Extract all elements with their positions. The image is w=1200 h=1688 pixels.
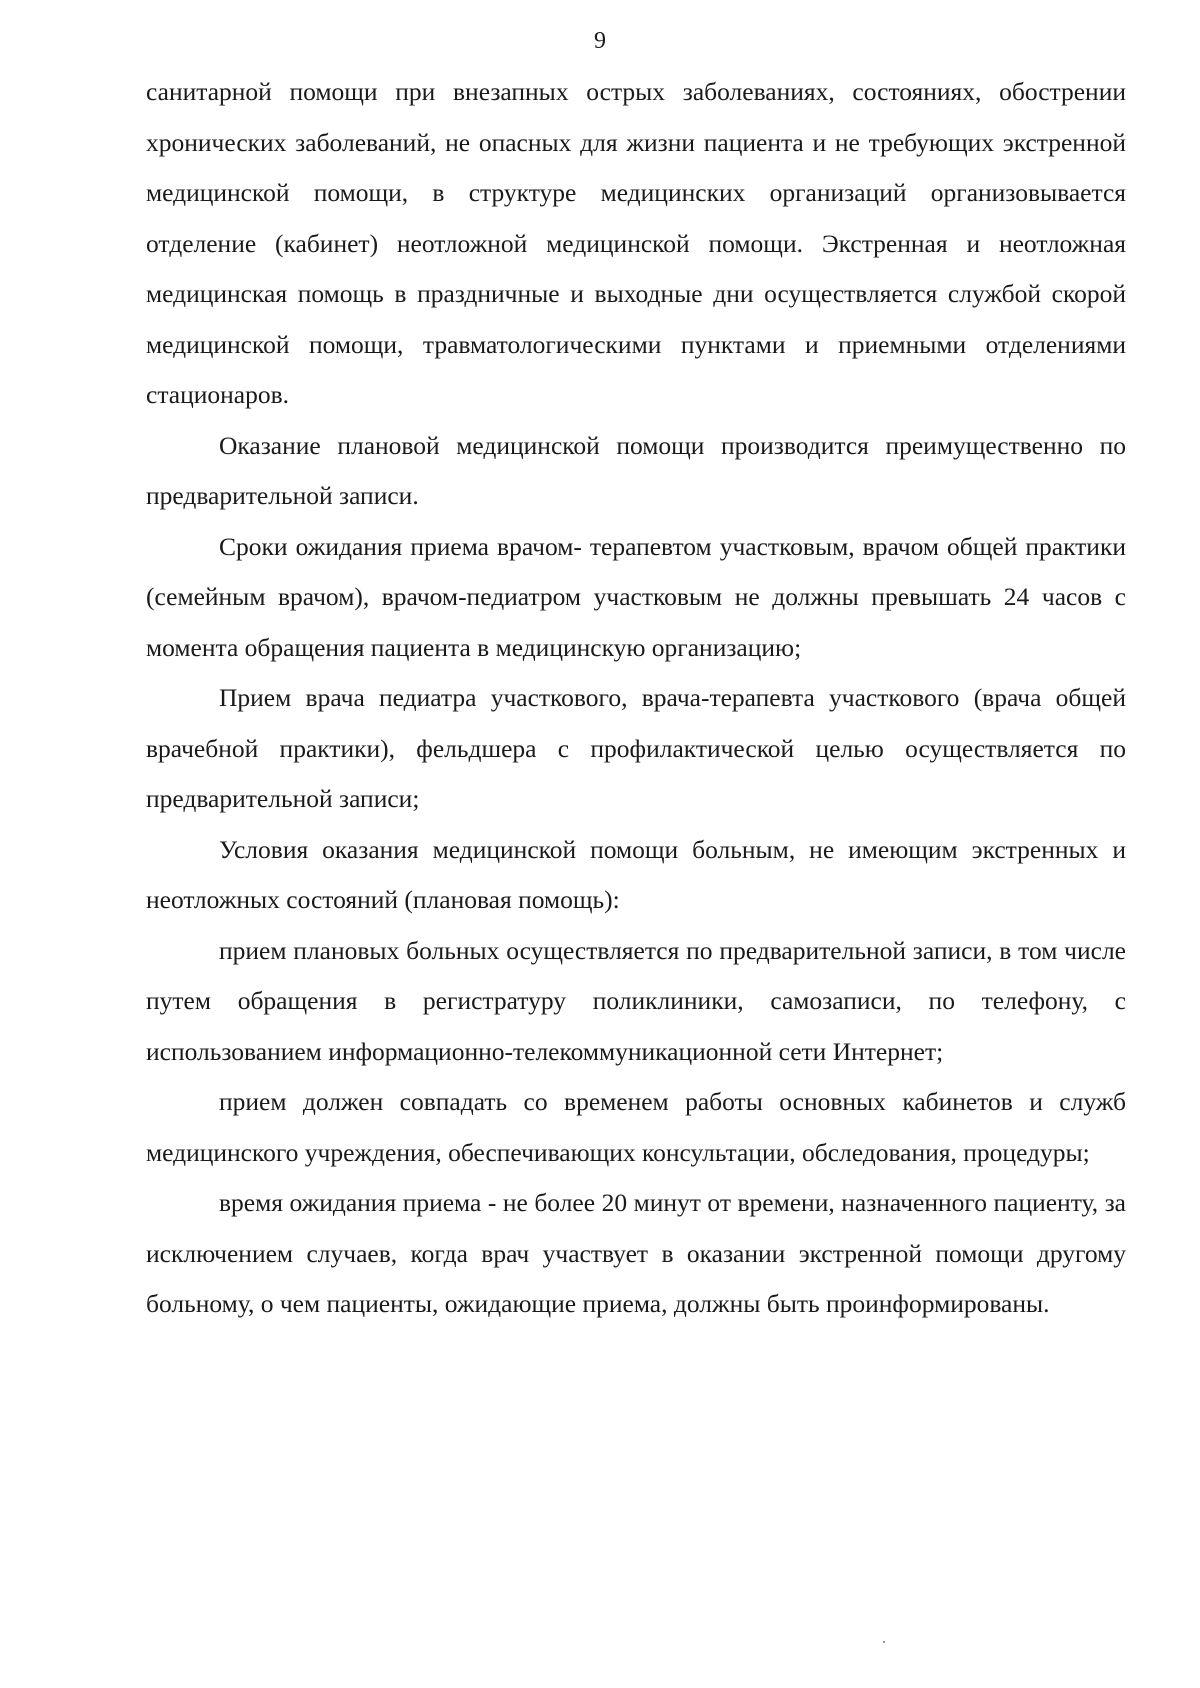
document-body [146, 67, 1126, 1330]
paragraph-waiting-limit: время ожидания приема - не более 20 минут от времени, назначенного пациенту, за исключением случаев, когда врач участвует в оказании экстренной помощи другому больному, о чем пациенты, ожидающие приема, должны быть проинформированы. [146, 1188, 1126, 1318]
scan-speck [883, 1641, 885, 1643]
paragraph-conditions: Условия оказания медицинской помощи больным, не имеющим экстренных и неотложных состояний (плановая помощь): [146, 834, 1126, 914]
paragraph-waiting-times: Сроки ожидания приема врачом- терапевтом участковым, врачом общей практики (семейным врачом), врачом-педиатром участковым не должны превышать 24 часов с момента обращения пациента в медицинскую организацию; [146, 531, 1126, 662]
paragraph-preventive-visit: Прием врача педиатра участкового, врача-терапевта участкового (врача общей врачебной практики), фельдшера с профилактической целью осуществляется по предварительной записи; [146, 683, 1126, 813]
paragraph-planned-care: Оказание плановой медицинской помощи производится преимущественно по предварительной записи. [146, 430, 1126, 510]
paragraph-continuation: санитарной помощи при внезапных острых заболеваниях, состояниях, обострении хронических заболеваний, не опасных для жизни пациента и не требующих экстренной медицинской помощи, в структуре медицинских организаций организовывается отделение (кабинет) неотложной медицинской помощи. Экстренная и неотложная медицинская помощь в праздничные и выходные дни осуществляется службой скорой медицинской помощи, травматологическими пунктами и приемными отделениями стационаров. [146, 77, 1126, 409]
paragraph-schedule-alignment: прием должен совпадать со временем работы основных кабинетов и служб медицинского учреждения, обеспечивающих консультации, обследования, процедуры; [146, 1087, 1126, 1167]
page-number: 9 [594, 28, 606, 54]
paragraph-appointment-booking: прием плановых больных осуществляется по предварительной записи, в том числе путем обращения в регистратуру поликлиники, самозаписи, по телефону, с использованием информационно-телекоммуникационной сети Интернет; [146, 935, 1126, 1066]
